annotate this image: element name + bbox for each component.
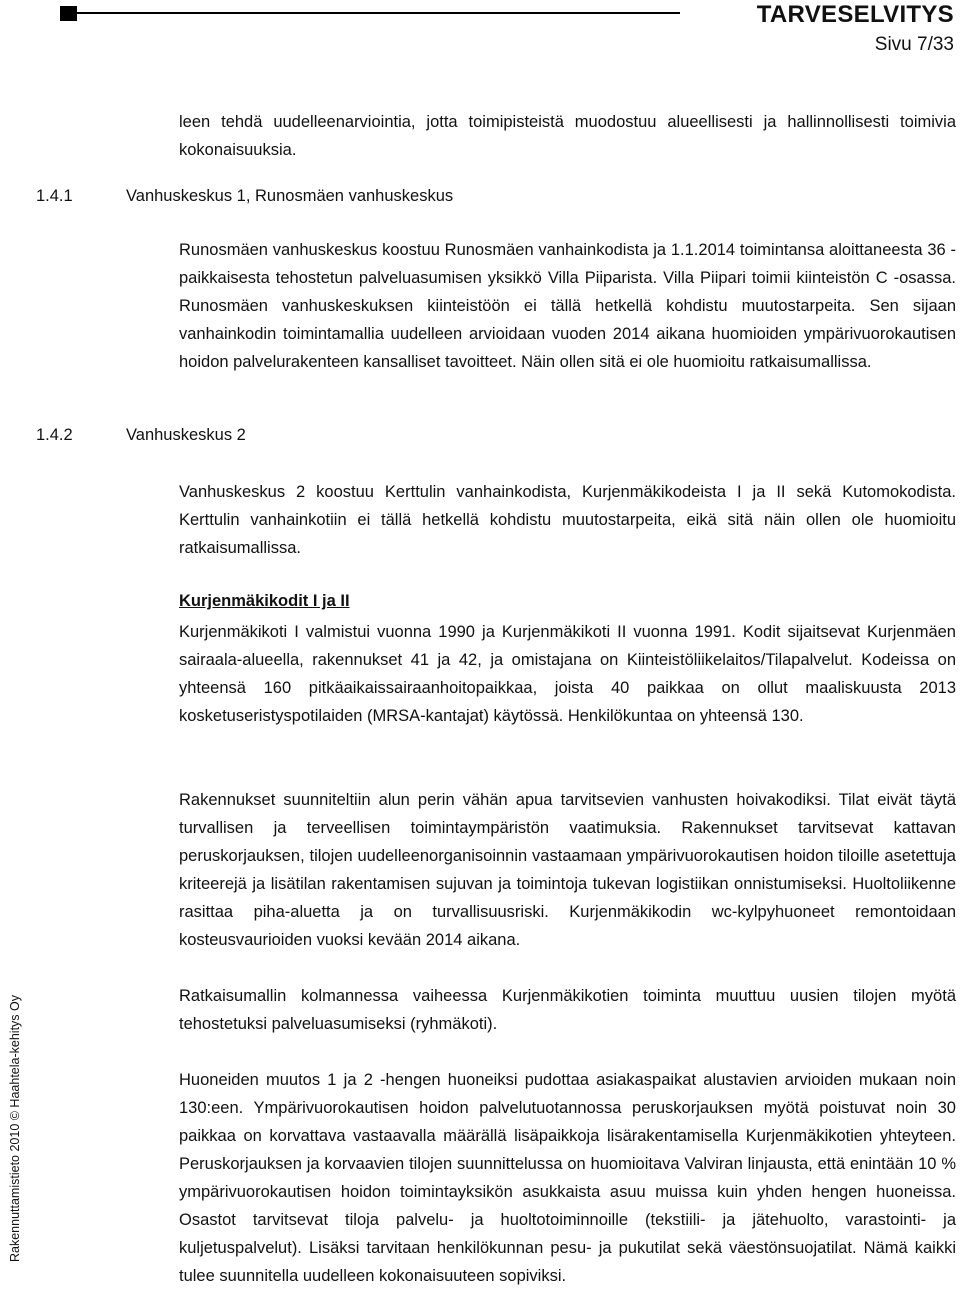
copyright-side-note: Rakennuttamistieto 2010 © Haahtela-kehitys Oy [8, 995, 22, 1262]
paragraph-kurjenmaki-2: Rakennukset suunniteltiin alun perin vähän apua tarvitsevien vanhusten hoivakodiksi. Tilat eivät täytä turvallisen ja terveellisen toimintaympäristön vaatimuksia. Rakennukset tarvitsevat kattavan peruskorjauksen, tilojen uudelleenorganisoinnin vastaamaan ympärivuorokautisen hoidon tiloille asetettuja kriteerejä ja lisätilan rakentamisen sujuvan ja toimintoja tukevan logistiikan onnistumiseksi. Huoltoliikenne rasittaa piha-aluetta ja on turvallisuusriski. Kurjenmäkikodin wc-kylpyhuoneet remontoidaan kosteusvaurioiden vuoksi kevään 2014 aikana. [179, 791, 956, 949]
section-number: 1.4.1 [36, 187, 73, 205]
section-number: 1.4.2 [36, 426, 73, 444]
paragraph-runosmaki: Runosmäen vanhuskeskus koostuu Runosmäen vanhainkodista ja 1.1.2014 toimintansa aloittaneesta 36 -paikkaisesta tehostetun palveluasumisen yksikkö Villa Piiparista. Villa Piipari toimii kiinteistön C -osassa. Runosmäen vanhuskeskuksen kiinteistöön ei tällä hetkellä kohdistu muutostarpeita. Sen sijaan vanhainkodin toimintamallia uudelleen arvioidaan vuoden 2014 aikana huomioiden ympärivuorokautisen hoidon palvelurakenteen kansalliset tavoitteet. Näin ollen sitä ei ole huomioitu ratkaisumallissa. [179, 241, 956, 371]
header-rule [77, 12, 680, 14]
paragraph-kurjenmaki-4: Huoneiden muutos 1 ja 2 -hengen huoneiksi pudottaa asiakaspaikat alustavien arvioiden mukaan noin 130:een. Ympärivuorokautisen hoidon palvelutuotannossa peruskorjauksen myötä poistuvat noin 30 paikkaa on korvattava vastaavalla määrällä lisäpaikkoja lisärakentamisella Kurjenmäkikotien yhteyteen. Peruskorjauksen ja korvaavien tilojen suunnittelussa on huomioitava Valviran linjausta, että enintään 10 % ympärivuorokautisen hoidon toimintayksikön asukkaista asuu muissa kuin yhden hengen huoneissa. Osastot tarvitsevat tiloja palvelu- ja huoltotoiminnoille (tekstiili- ja jätehuolto, varastointi- ja kuljetuspalvelut). Lisäksi tarvitaan henkilökunnan pesu- ja pukutilat sekä väestönsuojatilat. Nämä kaikki tulee suunnitella uudelleen kokonaisuuteen sopiviksi. [179, 1071, 956, 1285]
section-heading-1-4-2 [36, 426, 246, 445]
section-heading-1-4-1 [36, 187, 453, 206]
document-title: TARVESELVITYS [756, 1, 954, 28]
section-title: Vanhuskeskus 1, Runosmäen vanhuskeskus [126, 187, 454, 205]
section-title: Vanhuskeskus 2 [126, 426, 246, 444]
paragraph-intro: leen tehdä uudelleenarviointia, jotta toimipisteistä muodostuu alueellisesti ja hallinnollisesti toimivia kokonaisuuksia. [179, 113, 956, 159]
header-block-marker [60, 6, 77, 21]
paragraph-kurjenmaki-1: Kurjenmäkikoti I valmistui vuonna 1990 ja Kurjenmäkikoti II vuonna 1991. Kodit sijaitsevat Kurjenmäen sairaala-alueella, rakennukset 41 ja 42, ja omistajana on Kiinteistöliikelaitos/Tilapalvelut. Kodeissa on yhteensä 160 pitkäaikaissairaanhoitopaikkaa, joista 40 paikkaa on ollut maaliskuusta 2013 kosketuseristyspotilaiden (MRSA-kantajat) käytössä. Henkilökuntaa on yhteensä 130. [179, 623, 956, 725]
page-number: Sivu 7/33 [874, 34, 954, 55]
paragraph-vanhuskeskus-2: Vanhuskeskus 2 koostuu Kerttulin vanhainkodista, Kurjenmäkikodeista I ja II sekä Kutomokodista. Kerttulin vanhainkotiin ei tällä hetkellä kohdistu muutostarpeita, eikä sitä näin ollen ole huomioitu ratkaisumallissa. [179, 483, 956, 557]
paragraph-kurjenmaki-3: Ratkaisumallin kolmannessa vaiheessa Kurjenmäkikotien toiminta muuttuu uusien tilojen myötä tehostetuksi palveluasumiseksi (ryhmäkoti). [179, 987, 956, 1033]
subheading-kurjenmakikodit: Kurjenmäkikodit I ja II [179, 592, 350, 610]
